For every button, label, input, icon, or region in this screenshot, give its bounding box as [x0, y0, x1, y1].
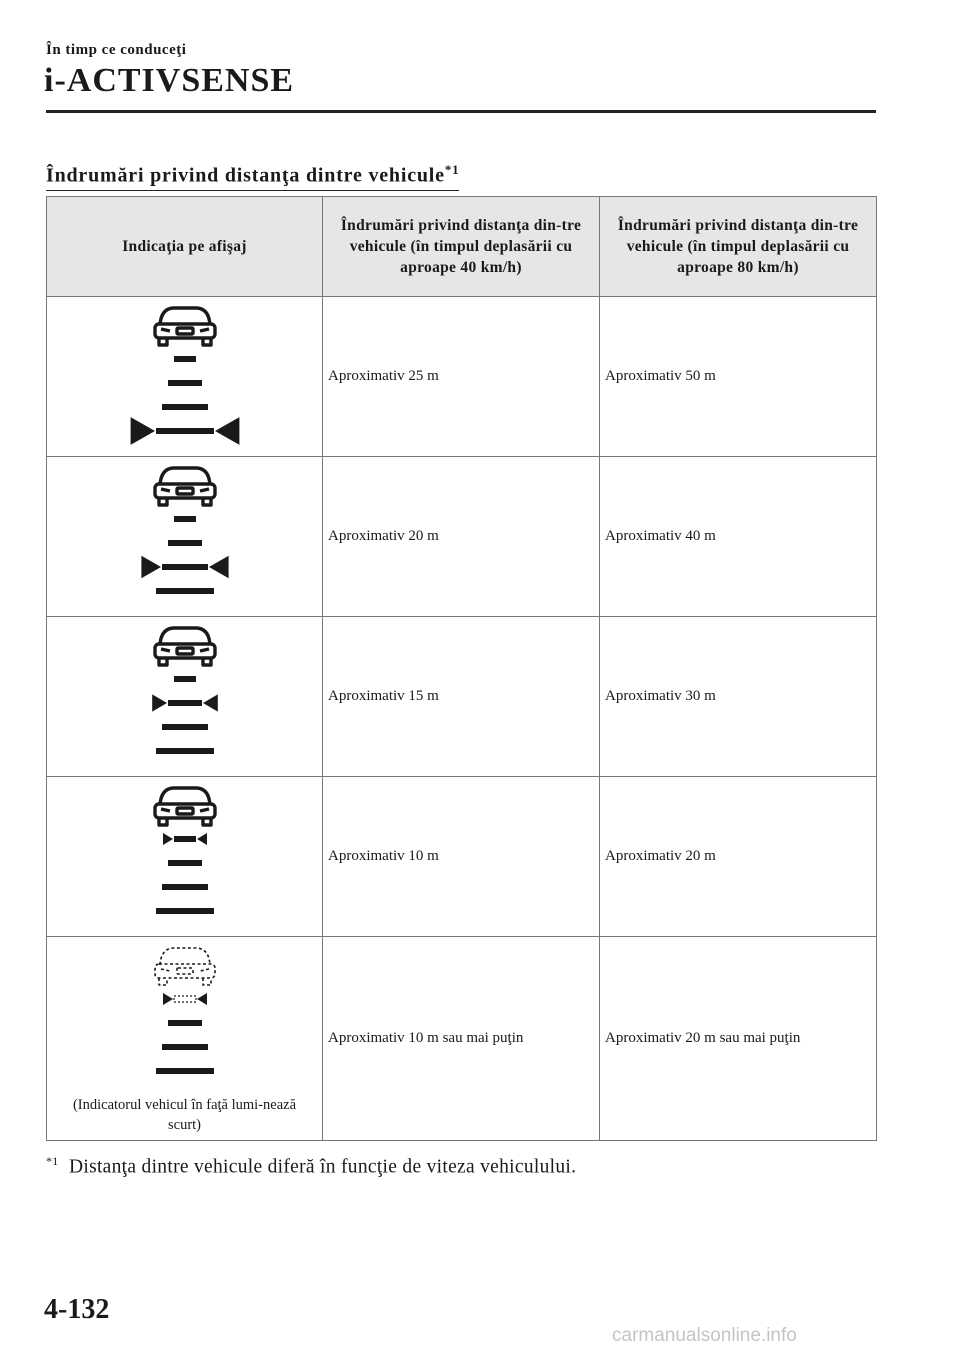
- table-title: [46, 162, 459, 191]
- distance-bar: [174, 676, 196, 682]
- distance-bar: [168, 700, 202, 706]
- distance-40kmh: Aproximativ 10 m sau mai puţin: [323, 937, 600, 1141]
- footnote: [46, 1154, 576, 1179]
- left-arrow-icon: [163, 993, 173, 1005]
- distance-bar: [156, 748, 214, 754]
- flashing-vehicle-ahead-icon: [120, 943, 250, 1091]
- chapter-title: i-ACTIVSENSE: [44, 62, 295, 99]
- table-row: [47, 617, 877, 777]
- distance-bar: [156, 588, 214, 594]
- right-arrow-icon: [197, 833, 207, 845]
- distance-40kmh: Aproximativ 25 m: [323, 297, 600, 457]
- right-arrow-icon: [209, 555, 229, 578]
- footnote-text: Distanţa dintre vehicule diferă în funcţie de viteza vehiculului.: [68, 1156, 577, 1178]
- distance-bar: [162, 724, 208, 730]
- page-number: 4-132: [44, 1294, 110, 1325]
- distance-bar: [168, 540, 202, 546]
- right-arrow-icon: [197, 993, 207, 1005]
- distance-bar: [162, 404, 208, 410]
- column-header-40kmh: Îndrumări privind distanţa din-tre vehicule (în timpul deplasării cu aproape 40 km/h): [323, 197, 600, 297]
- distance-bar: [174, 996, 196, 1002]
- distance-80kmh: Aproximativ 40 m: [600, 457, 877, 617]
- distance-40kmh: Aproximativ 20 m: [323, 457, 600, 617]
- display-indicator-cell: [47, 937, 323, 1141]
- car-icon: [155, 788, 215, 825]
- distance-bar: [162, 884, 208, 890]
- distance-bar: [168, 1020, 202, 1026]
- table-title-text: Îndrumări privind distanţa dintre vehicule: [46, 164, 445, 187]
- indicator-note: (Indicatorul vehicul în faţă lumi-nează scurt): [72, 1096, 297, 1133]
- distance-bar: [168, 380, 202, 386]
- table-title-footnote-ref: *1: [444, 162, 460, 177]
- left-arrow-icon: [130, 417, 154, 445]
- car-icon: [155, 628, 215, 665]
- right-arrow-icon: [215, 417, 239, 445]
- vehicle-distance-indicator-icon: [120, 783, 250, 931]
- vehicle-distance-indicator-icon: [120, 303, 250, 451]
- distance-bar: [174, 356, 196, 362]
- distance-bar: [162, 564, 208, 570]
- column-header-display: Indicaţia pe afişaj: [47, 197, 323, 297]
- column-header-80kmh: Îndrumări privind distanţa din-tre vehicule (în timpul deplasării cu aproape 80 km/h): [600, 197, 877, 297]
- distance-80kmh: Aproximativ 20 m: [600, 777, 877, 937]
- distance-80kmh: Aproximativ 50 m: [600, 297, 877, 457]
- display-indicator-cell: [47, 777, 323, 937]
- table-header-row: [47, 197, 877, 297]
- distance-80kmh: Aproximativ 30 m: [600, 617, 877, 777]
- distance-80kmh: Aproximativ 20 m sau mai puţin: [600, 937, 877, 1141]
- distance-bar: [174, 836, 196, 842]
- car-icon: [155, 468, 215, 505]
- table-row: [47, 457, 877, 617]
- car-icon: [155, 308, 215, 345]
- distance-bar: [174, 516, 196, 522]
- left-arrow-icon: [163, 833, 173, 845]
- vehicle-distance-indicator-icon: [120, 463, 250, 611]
- right-arrow-icon: [203, 694, 218, 711]
- distance-40kmh: Aproximativ 15 m: [323, 617, 600, 777]
- display-indicator-cell: [47, 617, 323, 777]
- distance-40kmh: Aproximativ 10 m: [323, 777, 600, 937]
- header-divider: [46, 110, 876, 113]
- footnote-mark: *1: [46, 1154, 59, 1168]
- display-indicator-cell: [47, 297, 323, 457]
- section-title: În timp ce conduceţi: [46, 42, 187, 58]
- distance-bar: [168, 860, 202, 866]
- car-icon: [155, 948, 215, 985]
- distance-bar: [162, 1044, 208, 1050]
- table-row: [47, 937, 877, 1141]
- watermark: carmanualsonline.info: [612, 1325, 797, 1346]
- table-row: [47, 297, 877, 457]
- distance-bar: [156, 1068, 214, 1074]
- distance-bar: [156, 908, 214, 914]
- display-indicator-cell: [47, 457, 323, 617]
- left-arrow-icon: [152, 694, 167, 711]
- left-arrow-icon: [141, 555, 161, 578]
- distance-bar: [156, 428, 214, 434]
- table-row: [47, 777, 877, 937]
- distance-guide-table: [46, 196, 877, 1141]
- vehicle-distance-indicator-icon: [120, 623, 250, 771]
